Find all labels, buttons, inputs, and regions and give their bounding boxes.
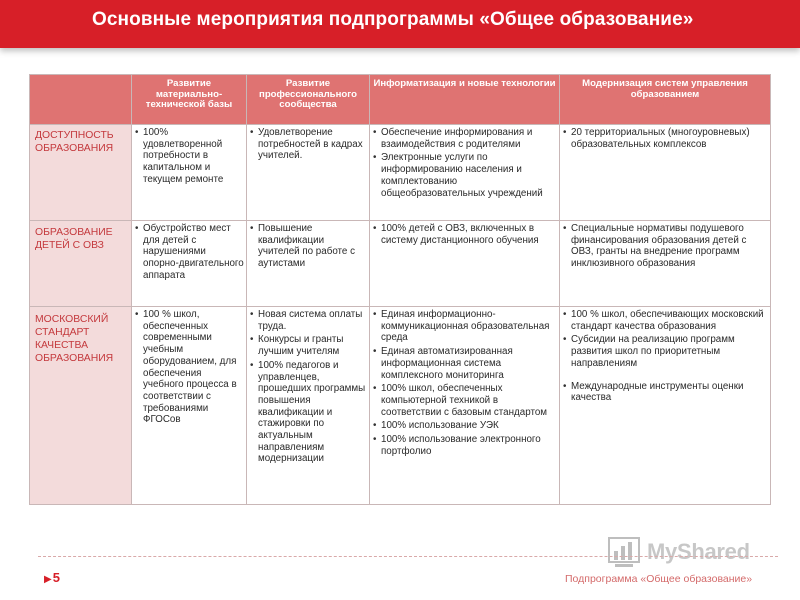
list-item: • Электронные услуги по информированию населения и комплектованию общеобразовательных учреждений bbox=[372, 152, 557, 199]
table-header-row bbox=[30, 75, 771, 125]
list-item: • 100% использование УЭК bbox=[372, 420, 557, 432]
table-cell bbox=[247, 125, 370, 221]
list-item: • 100% удовлетворенной потребности в капитальном и текущем ремонте bbox=[134, 127, 244, 186]
list-item: • 100% использование электронного портфолио bbox=[372, 434, 557, 457]
table-row bbox=[30, 307, 771, 505]
table-cell bbox=[132, 221, 247, 307]
page-number bbox=[44, 570, 60, 585]
list-item: • Субсидии на реализацию программ развития школ по приоритетным направлениям bbox=[562, 334, 768, 369]
column-header: Модернизация систем управления образованием bbox=[560, 75, 771, 125]
list-item: • 20 территориальных (многоуровневых) образовательных комплексов bbox=[562, 127, 768, 150]
table-cell bbox=[560, 125, 771, 221]
row-header: ДОСТУПНОСТЬ ОБРАЗОВАНИЯ bbox=[30, 125, 132, 221]
list-item: • Удовлетворение потребностей в кадрах учителей. bbox=[249, 127, 367, 162]
table-corner-cell bbox=[30, 75, 132, 125]
list-item: • 100% педагогов и управленцев, прошедших программы повышения квалификации и стажировки по актуальным направлениям модернизации bbox=[249, 360, 367, 465]
slide-title: Основные мероприятия подпрограммы «Общее образование» bbox=[92, 9, 694, 30]
list-item: • Новая система оплаты труда. bbox=[249, 309, 367, 332]
page-number-value: 5 bbox=[52, 570, 60, 585]
footer-label: Подпрограмма «Общее образование» bbox=[565, 573, 753, 585]
measures-table bbox=[29, 74, 771, 505]
row-header: ОБРАЗОВАНИЕ ДЕТЕЙ С ОВЗ bbox=[30, 221, 132, 307]
watermark-text: MyShared bbox=[647, 539, 750, 564]
table-row bbox=[30, 125, 771, 221]
table-cell bbox=[132, 125, 247, 221]
row-header: МОСКОВСКИЙ СТАНДАРТ КАЧЕСТВА ОБРАЗОВАНИЯ bbox=[30, 307, 132, 505]
list-item: • 100% детей с ОВЗ, включенных в систему дистанционного обучения bbox=[372, 223, 557, 246]
list-item: • Обеспечение информирования и взаимодействия с родителями bbox=[372, 127, 557, 150]
list-item: • Единая автоматизированная информационная система комплексного мониторинга bbox=[372, 346, 557, 381]
watermark bbox=[607, 535, 750, 569]
title-bar bbox=[0, 0, 800, 48]
table-cell bbox=[560, 221, 771, 307]
list-item: • Повышение квалификации учителей по работе с аутистами bbox=[249, 223, 367, 270]
footer-divider bbox=[38, 556, 778, 557]
list-item: • 100 % школ, обеспечивающих московский стандарт качества образования bbox=[562, 309, 768, 332]
table-cell bbox=[560, 307, 771, 505]
list-item: • Специальные нормативы подушевого финансирования образования детей с ОВЗ, гранты на внедрение программ инклюзивного образования bbox=[562, 223, 768, 270]
column-header: Развитие профессионального сообщества bbox=[247, 75, 370, 125]
column-header: Развитие материально-технической базы bbox=[132, 75, 247, 125]
table-cell bbox=[247, 307, 370, 505]
list-item: • Единая информационно-коммуникационная образовательная среда bbox=[372, 309, 557, 344]
table-cell bbox=[370, 125, 560, 221]
table-cell bbox=[370, 307, 560, 505]
list-item: • Международные инструменты оценки качества bbox=[562, 381, 768, 404]
list-item: • Конкурсы и гранты лучшим учителям bbox=[249, 334, 367, 357]
column-header: Информатизация и новые технологии bbox=[370, 75, 560, 125]
arrow-right-icon: ▶ bbox=[44, 574, 52, 585]
table-row bbox=[30, 221, 771, 307]
table-cell bbox=[247, 221, 370, 307]
table-cell bbox=[132, 307, 247, 505]
list-item: • 100 % школ, обеспеченных современными учебным оборудованием, для обеспечения учебного процесса в соответствии с требованиями ФГОСов bbox=[134, 309, 244, 426]
list-item: • 100% школ, обеспеченных компьютерной техникой в соответствии с базовым стандартом bbox=[372, 383, 557, 418]
table-cell bbox=[370, 221, 560, 307]
bar-chart-icon bbox=[607, 535, 645, 569]
list-item: • Обустройство мест для детей с нарушениями опорно-двигательного аппарата bbox=[134, 223, 244, 282]
